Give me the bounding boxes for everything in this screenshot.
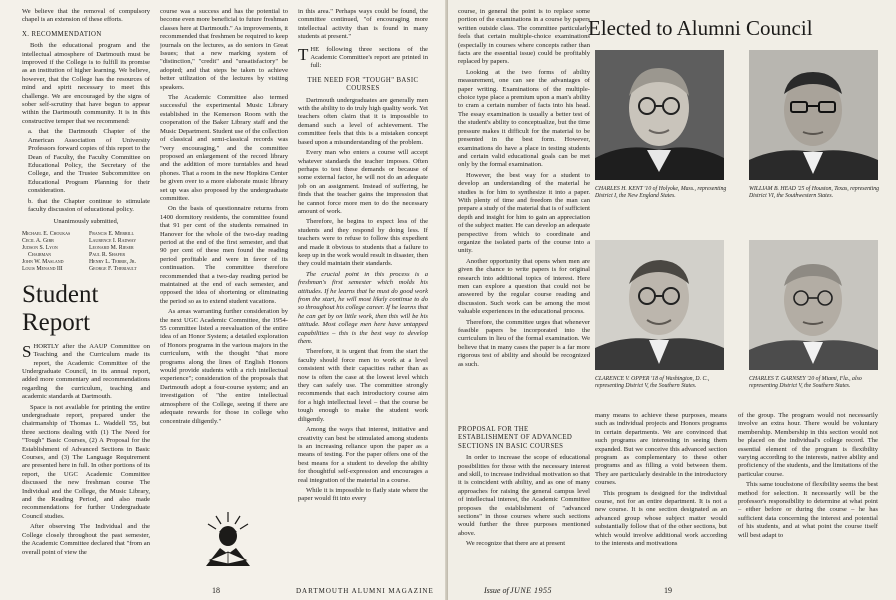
right-column-1-lower bbox=[458, 420, 590, 582]
student-report-paragraph-1: SHORTLY after the AAUP Committee on Teaching and the Curriculum made its report, the Academic Committee of the Undergraduate Council, in its annual report, added more commentary and recommendations regarding the curriculum, teaching and academic standards at Dartmouth. bbox=[22, 341, 150, 401]
left-column-3 bbox=[298, 8, 428, 582]
portrait-photo-kent bbox=[595, 50, 724, 180]
col3-paragraph: Therefore, it is urgent that from the start the faculty should force men to work at a level consistent with their capacities rather than as now is often the case at the lowest level which they can safely use. The committee strongly recommends that each introductory course aim for a high intellectual level – that the course be tough enough to make the student work diligently. bbox=[298, 348, 428, 423]
left-column-1 bbox=[22, 8, 150, 578]
recommendation-heading: X. RECOMMENDATION bbox=[22, 30, 102, 38]
right-col1-lower-paragraph: In order to increase the scope of educational possibilities for those with the necessary interest and skill, to increase individual motivation so that it is coincident with ability, and as one of many approaches for raising the general campus level of intellectual interest, the Academic Committee proposes the establishment of "advanced sections" in those courses where such sections would further the three purposes mentioned above. bbox=[458, 454, 590, 537]
right-col1-paragraph: Therefore, the committee urges that whenever feasible papers be incorporated into the curriculum in lieu of the formal examination. We believe that in many cases the paper is a far more rigorous test of ability and should be recognized as such. bbox=[458, 318, 590, 368]
right-column-1 bbox=[458, 8, 590, 404]
right-folio-prefix: Issue of bbox=[484, 586, 509, 595]
right-col1-paragraph: Another opportunity that opens when men are given the chance to write papers is for original research into additional topics of interest. Here men can explore a question that could not be answered by the regular course reading and discussion. Such work can be among the most valuable experiences in the educational process. bbox=[458, 257, 590, 316]
advanced-sections-heading: PROPOSAL FOR THE ESTABLISHMENT OF ADVANCED SECTIONS IN BASIC COURSES bbox=[458, 426, 573, 450]
dropcap-t: T bbox=[298, 44, 309, 64]
student-report-title: Student Report bbox=[22, 280, 99, 336]
name-entry: George F. Theriault bbox=[89, 265, 137, 272]
col3-intro: THE following three sections of the Academic Committee's report are printed in full: bbox=[298, 44, 428, 70]
caption-kent: CHARLES H. KENT '10 of Holyoke, Mass., representing District I, the New England States. bbox=[595, 186, 727, 199]
col2-paragraph: course was a success and has the potential to become even more beneficial to future freshman classes here at Dartmouth." As improvements, it recommended that freshmen be required to keep journals on the lectures, as do seniors in Great Issues; that a new marking system of "distinction," "credit" and "unsatisfactory" be adopted; and that steps be taken to achieve better utilization of the lectures by visiting speakers. bbox=[160, 8, 288, 91]
col3-paragraph: Therefore, he begins to expect less of the students and they respond by doing less. If teachers were to refuse to follow this expedient and made it obvious to students that a failure to keep up in the work would result in disaster, then they could maintain their standards. bbox=[298, 218, 428, 268]
caption-garnsey: CHARLES T. GARNSEY '20 of Miami, Fla., also representing District V, the Southern States. bbox=[749, 376, 862, 389]
caption-head: WILLIAM B. HEAD '25 of Houston, Texas, representing District VI, the Southwestern States. bbox=[749, 186, 880, 199]
name-entry: Francis E. Merrill bbox=[89, 230, 134, 237]
recommendation-item-b: b. that the Chapter continue to stimulate faculty discussion of educational policy. bbox=[28, 197, 150, 213]
right-col3-paragraph: This same touchstone of flexibility seems the best method for selection. It necessarily will be the professor's responsibility to determine at what point – either before or during the course – he has sufficient data concerning the interest and potential of his students, and at what point the course itself will best adapt to bbox=[738, 481, 878, 539]
portrait-photo-opper bbox=[595, 240, 724, 370]
name-entry: Henry L. Terrie, Jr. bbox=[89, 258, 137, 265]
student-report-paragraph-2: Space is not available for printing the entire undergraduate report, prepared under the chairmanship of Thomas L. Waddell '55, but three sections dealing with (1) The Need for "Tough" Basic Courses, (2) A Proposal for the Establishment of Advanced Sections in Basic Courses, and (3) The Language Requirement are presented here in full. In other portions of its report, the UGC Academic Committee discussed the new freshman course The Individual and the College, the Music Library, and the Reading Period, and also made recommendations for further Undergraduate Council studies. bbox=[22, 403, 150, 520]
col3-paragraph: The crucial point in this process is a freshman's first semester which molds his attitudes. If he learns that he must do good work from the start, he will most likely continue to do so throughout his college career. If he learns that he can get by on little work, then this will be his attitude. Most college men here have untapped capabilities – this is the best way to develop them. bbox=[298, 270, 428, 346]
committee-names bbox=[22, 231, 150, 273]
names-left bbox=[22, 231, 83, 273]
portrait-photo-garnsey bbox=[749, 240, 878, 370]
right-column-3 bbox=[738, 412, 878, 582]
name-entry: Chairman bbox=[28, 251, 51, 258]
right-col2-paragraph: This program is designed for the individual course, not for an entire department. It is not a new course. It is one section designated as an advanced group whose subject matter would substantially follow that of the other sections, but which would involve additional work according to the interests and motivations bbox=[595, 489, 727, 548]
col2-paragraph: As areas warranting further consideration by the next UGC Academic Committee, the 1954-55 committee listed a reevaluation of the entire idea of an Honor System; a detailed exploration of Honors programs in the various majors in the curriculum, with the thought "that more programs along the lines of English Honors would provide students with a rich intellectual experience"; consideration of the proposals that Dartmouth adopt a four-course system; and an investigation of "the entire intellectual atmosphere of the College, seeing if there are adequate rewards for those in college who concentrate diligently." bbox=[160, 308, 288, 425]
right-folio-month: JUNE 1955 bbox=[510, 586, 553, 595]
col3-paragraph: Among the ways that interest, initiative and creativity can best be stimulated among students is an increasing reliance upon the paper as a means of testing. For the paper offers one of the best means for a student to develop the ability for thoughtful self-expression and encourages a real integration of the material in a course. bbox=[298, 426, 428, 484]
left-column-2 bbox=[160, 8, 288, 508]
col2-paragraph: On the basis of questionnaire returns from 1400 dormitory residents, the committee found that 91 per cent of the students remained in Hanover for the whole of the two-day reading period at the end of the first semester, and that 90 per cent of these men found the reading period profitable and were in favor of its continuation. The committee therefore recommended that a two-day reading period be maintained at the end of each semester, and opposed the idea of shortening or eliminating the period so as to extend student vacations. bbox=[160, 205, 288, 305]
right-col1-paragraph: However, the best way for a student to develop an understanding of the material he studies is for him to synthesize it into a paper. With plenty of time and freedom the man can prepare a study of the material that is of sufficient depth and insight for him to gain an appreciation of the subject matter. He can develop an adequate perspective from which to coordinate and organize the isolated parts of the course into a unity. bbox=[458, 171, 590, 255]
name-entry: Michael E. Choukas bbox=[22, 230, 71, 237]
recommendation-paragraph: Both the educational program and the intellectual atmosphere of Dartmouth must be improved if the College is to fulfill its promise as an institution of higher learning. We believe, however, that the College has the resources of mind and spirit necessary to meet this challenge. We are encouraged by the signs of sober self-scrutiny that have begun to appear within the Dartmouth community. It is in this constructive temper that we recommend: bbox=[22, 42, 150, 125]
name-entry: Cecil A. Gibb bbox=[22, 237, 54, 244]
student-reading-illustration bbox=[196, 508, 260, 570]
names-right bbox=[89, 231, 150, 273]
right-col2-paragraph: many means to achieve these purposes, means such as individual projects and Honors programs in certain departments. We are convinced that such programs are interesting in seeing them expanded. But we conceive this advanced section program as complementary to these other programs and as filling a void between them. They are particularly desirable in the introductory courses. bbox=[595, 412, 727, 487]
name-entry: Laurence I. Radway bbox=[89, 237, 137, 244]
right-folio: 19 bbox=[664, 586, 672, 595]
right-column-2 bbox=[595, 412, 727, 582]
right-col3-paragraph: of the group. The program would not necessarily involve an extra hour. There would be voluntary membership. Membership in this section would not be placed on the individual's college record. The essential element of the program is flexibility varying according to the interests, native ability and proficiency of the students, and the limitations of the particular course. bbox=[738, 412, 878, 478]
col3-opening: in this area." Perhaps ways could be found, the committee continued, "of encouraging more intellectual activity than is found in many students at present." bbox=[298, 8, 428, 41]
col3-paragraph: Every man who enters a course will accept whatever standards the teacher imposes. Often perhaps to test these demands or because of some external factor, he will not do an adequate job on an assignment. Instead of suffering, he finds that the teacher gains the impression that he cannot force more men to do the necessary amount of work. bbox=[298, 149, 428, 215]
name-entry: Leonard M. Rieser bbox=[89, 244, 134, 251]
left-folio: 18 bbox=[212, 586, 220, 595]
col2-paragraph: The Academic Committee also termed successful the experimental Music Library established in the Kemerson Room with the cooperation of the Baker Library staff and the Music Department. Student use of the collection of classical and semi-classical records was "very encouraging," and the committee proposed an enlargement of the record library and the addition of more turntables and head phones. That a room in the new Hopkins Center be given over to a more elaborate music library set up was also proposed by the undergraduate committee. bbox=[160, 94, 288, 202]
alumni-council-title: Elected to Alumni Council bbox=[588, 16, 813, 40]
name-entry: Judson S. Lyon bbox=[22, 244, 58, 251]
col3-paragraph: While it is impossible to flatly state where the paper would fit into every bbox=[298, 486, 428, 503]
name-entry: Paul R. Shafer bbox=[89, 251, 125, 258]
student-report-paragraph-3: After observing The Individual and the College closely throughout the past semester, the Academic Committee declared that "from an overall point of view the bbox=[22, 523, 150, 556]
caption-opper: CLARENCE V. OPPER '18 of Washington, D. C., representing District V, the Southern States. bbox=[595, 376, 710, 389]
right-col1-lower-paragraph: We recognize that there are at present bbox=[466, 540, 566, 548]
portrait-photo-head bbox=[749, 50, 878, 180]
right-col1-paragraph: course, in general the point is to replace some portion of the examinations in a course by papers written outside class. The committee particularly feels that certain multiple-choice examinations (especially in courses where concepts rather than facts are the essential issue) could be profitably replaced by papers. bbox=[458, 8, 590, 66]
col3-paragraph: Dartmouth undergraduates are generally men with the ability to do truly high quality work. Yet teachers often claim that it is impossible to demand such a level of achievement. The committee feels that this is a mistaken concept based upon a misunderstanding of the problem. bbox=[298, 96, 428, 146]
left-col1-opening: We believe that the removal of compulsory chapel is an extension of these efforts. bbox=[22, 8, 150, 24]
running-foot: DARTMOUTH ALUMNI MAGAZINE bbox=[296, 587, 434, 595]
name-entry: Louis Menand III bbox=[22, 265, 63, 272]
dropcap-s: S bbox=[22, 341, 32, 361]
name-entry: John W. Masland bbox=[22, 258, 64, 265]
right-col1-paragraph: Looking at the two forms of ability measurement, one can see the advantages of paper writing. Examinations of the multiple-choice type place a premium upon a man's ability to cram a certain number of facts into his head. The essay examination is usually a better test of the student's ability to conceptualize, but the time pressure makes it difficult for the material to be presented in the best form. However, examinations do have a place in testing students and certain valid educational goals can be met only by the formal examination. bbox=[458, 68, 590, 169]
recommendation-item-a: a. that the Dartmouth Chapter of the American Association of University Professors forward copies of this report to the Dean of Faculty, the Faculty Committee on Educational Policy, the Secretary of the College, and the Trustee Subcommittee on Educational Program Planning for their consideration. bbox=[28, 128, 150, 195]
signoff: Unanimously submitted, bbox=[53, 218, 119, 226]
tough-courses-heading: THE NEED FOR "TOUGH" BASIC COURSES bbox=[307, 76, 419, 93]
